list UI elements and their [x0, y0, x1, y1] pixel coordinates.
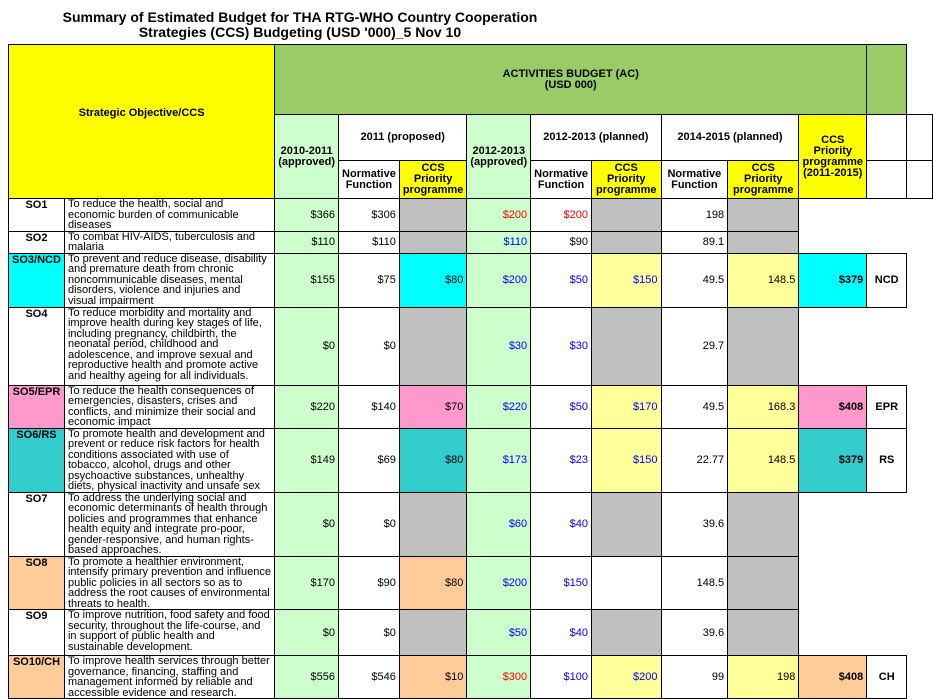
- normative-2012-2013: $150: [531, 556, 592, 610]
- ccs-priority-total: $408: [799, 656, 867, 699]
- ccs-priority-2011: $80: [399, 253, 467, 307]
- normative-2014-2015: 198: [661, 199, 728, 232]
- ccs-code: [867, 556, 907, 610]
- ccs-priority-2012-header: CCS Priority programme: [591, 161, 661, 199]
- ccs-priority-2014-2015: 168.3: [728, 385, 799, 428]
- trailing-blank: [907, 199, 933, 232]
- so-label: SO8: [9, 556, 65, 610]
- trailing-blank: [907, 492, 933, 556]
- ccs-priority-2014-2015: [728, 199, 799, 232]
- normative-2014-2015: 99: [661, 656, 728, 699]
- so-description: To promote a healthier environment, intensify primary prevention and influence public policies in all sectors so as to address the root causes of environmental threats to health.: [64, 556, 274, 610]
- normative-2011: $546: [339, 656, 400, 699]
- so-label: SO6/RS: [9, 428, 65, 492]
- ccs-priority-total-header: CCS Priority programme (2011-2015): [799, 115, 867, 199]
- table-row: [9, 385, 933, 428]
- normative-2011: $90: [339, 556, 400, 610]
- normative-2011: $306: [339, 199, 400, 232]
- normative-2012-2013: $23: [531, 428, 592, 492]
- so-description: To promote health and development and prevent or reduce risk factors for health conditions associated with use of tobacco, alcohol, drugs and other psychoactive substances, unhealthy diets, physical inactivity and unsafe sex: [64, 428, 274, 492]
- normative-2012-2013: $50: [531, 253, 592, 307]
- normative-2012-2013: $40: [531, 610, 592, 656]
- ccs-priority-2012-2013: $200: [591, 656, 661, 699]
- table-row: [9, 656, 933, 699]
- group-2014-2015-header: 2014-2015 (planned): [661, 115, 799, 161]
- normative-2011: $69: [339, 428, 400, 492]
- normative-2012-2013: $30: [531, 307, 592, 385]
- normative-2011: $0: [339, 610, 400, 656]
- budget-2010-2011: $149: [275, 428, 339, 492]
- ccs-priority-2014-2015: 148.5: [728, 428, 799, 492]
- so-label: SO4: [9, 307, 65, 385]
- budget-2012-2013-approved: $50: [467, 610, 531, 656]
- ccs-priority-2011: [399, 610, 467, 656]
- ccs-priority-2012-2013: [591, 492, 661, 556]
- ccs-priority-2012-2013: $150: [591, 428, 661, 492]
- col-2010-2011-header: 2010-2011 (approved): [275, 115, 339, 199]
- col-2012-2013-approved-header: 2012-2013 (approved): [467, 115, 531, 199]
- table-row: [9, 556, 933, 610]
- normative-2011: $110: [339, 231, 400, 253]
- so-description: To address the underlying social and economic determinants of health through policies and programmes that enhance health equity and integrate pro-poor, gender-responsive, and human rights-based approaches.: [64, 492, 274, 556]
- normative-2012-2013: $40: [531, 492, 592, 556]
- normative-2012-2013: $50: [531, 385, 592, 428]
- normative-2012-2013: $90: [531, 231, 592, 253]
- trailing-blank: [907, 610, 933, 656]
- ccs-priority-total: [799, 199, 867, 232]
- so-label: SO5/EPR: [9, 385, 65, 428]
- trailing-blank: [907, 307, 933, 385]
- normative-2014-2015: 49.5: [661, 385, 728, 428]
- budget-2012-2013-approved: $173: [467, 428, 531, 492]
- sheet-title-line2: Strategies (CCS) Budgeting (USD '000)_5 Nov 10: [138, 24, 462, 40]
- budget-2012-2013-approved: $60: [467, 492, 531, 556]
- normative-function-2014-header: Normative Function: [661, 161, 728, 199]
- normative-2014-2015: 39.6: [661, 610, 728, 656]
- ccs-priority-total: [799, 231, 867, 253]
- so-description: To combat HIV-AIDS, tuberculosis and malaria: [64, 231, 274, 253]
- ccs-priority-2011: $80: [399, 428, 467, 492]
- ccs-priority-2012-2013: [591, 307, 661, 385]
- header-blank-cell: [867, 161, 907, 199]
- normative-2011: $140: [339, 385, 400, 428]
- header-blank-cell: [907, 115, 933, 161]
- so-description: To improve health services through better governance, financing, staffing and management informed by reliable and accessible evidence and research.: [64, 656, 274, 699]
- trailing-blank: [907, 556, 933, 610]
- ccs-code: [867, 610, 907, 656]
- so-description: To reduce morbidity and mortality and improve health during key stages of life, including pregnancy, childbirth, the neonatal period, childhood and adolescence, and improve sexual and reproductive health and promote active and healthy ageing for all individuals.: [64, 307, 274, 385]
- normative-2011: $0: [339, 492, 400, 556]
- ccs-priority-2014-2015: [728, 610, 799, 656]
- budget-2012-2013-approved: $300: [467, 656, 531, 699]
- ccs-priority-2012-2013: [591, 199, 661, 232]
- ccs-priority-total: $379: [799, 428, 867, 492]
- ccs-priority-2011: $80: [399, 556, 467, 610]
- header-blank: [907, 45, 933, 115]
- budget-2010-2011: $556: [275, 656, 339, 699]
- activities-budget-header: [275, 45, 867, 115]
- ccs-priority-2014-2015: [728, 492, 799, 556]
- table-row: [9, 307, 933, 385]
- budget-table: [8, 44, 933, 699]
- ccs-priority-2012-2013: $150: [591, 253, 661, 307]
- so-label: SO1: [9, 199, 65, 232]
- ccs-code: [867, 307, 907, 385]
- so-label: SO7: [9, 492, 65, 556]
- ccs-priority-2011: [399, 492, 467, 556]
- header-blank-green: [867, 45, 907, 115]
- normative-2014-2015: 49.5: [661, 253, 728, 307]
- budget-2010-2011: $0: [275, 492, 339, 556]
- header-blank-cell: [867, 115, 907, 161]
- table-row: [9, 231, 933, 253]
- normative-2014-2015: 148.5: [661, 556, 728, 610]
- budget-2010-2011: $220: [275, 385, 339, 428]
- budget-2010-2011: $155: [275, 253, 339, 307]
- budget-2012-2013-approved: $220: [467, 385, 531, 428]
- group-2011-header: 2011 (proposed): [339, 115, 467, 161]
- ccs-priority-2012-2013: [591, 610, 661, 656]
- so-label: SO9: [9, 610, 65, 656]
- budget-2010-2011: $366: [275, 199, 339, 232]
- ccs-priority-2011-header: CCS Priority programme: [399, 161, 467, 199]
- table-row: [9, 199, 933, 232]
- budget-2010-2011: $0: [275, 307, 339, 385]
- budget-2012-2013-approved: $200: [467, 253, 531, 307]
- group-2012-2013-header: 2012-2013 (planned): [531, 115, 661, 161]
- so-label: SO3/NCD: [9, 253, 65, 307]
- ccs-priority-total: [799, 556, 867, 610]
- normative-2014-2015: 89.1: [661, 231, 728, 253]
- so-description: To reduce the health, social and economic burden of communicable diseases: [64, 199, 274, 232]
- trailing-blank: [907, 428, 933, 492]
- budget-2012-2013-approved: $110: [467, 231, 531, 253]
- ccs-priority-total: $379: [799, 253, 867, 307]
- ccs-priority-2011: $10: [399, 656, 467, 699]
- ccs-priority-2014-2015: 148.5: [728, 253, 799, 307]
- so-description: To prevent and reduce disease, disability and premature death from chronic noncommunicable diseases, mental disorders, violence and injuries and visual impairment: [64, 253, 274, 307]
- ccs-priority-total: [799, 610, 867, 656]
- trailing-blank: [907, 656, 933, 699]
- ccs-priority-2014-2015: [728, 556, 799, 610]
- ccs-priority-2011: $70: [399, 385, 467, 428]
- so-label: SO10/CH: [9, 656, 65, 699]
- trailing-blank: [907, 231, 933, 253]
- activities-budget-line2: (USD 000): [544, 78, 597, 91]
- ccs-priority-2011: [399, 307, 467, 385]
- ccs-code: [867, 199, 907, 232]
- ccs-priority-2012-2013: [591, 231, 661, 253]
- budget-2012-2013-approved: $200: [467, 556, 531, 610]
- ccs-code: [867, 231, 907, 253]
- normative-2014-2015: 29.7: [661, 307, 728, 385]
- activities-budget-line1: ACTIVITIES BUDGET (AC): [502, 67, 639, 80]
- ccs-code: CH: [867, 656, 907, 699]
- trailing-blank: [907, 253, 933, 307]
- ccs-priority-2014-2015: [728, 307, 799, 385]
- so-description: To improve nutrition, food safety and food security, throughout the life-course, and in support of public health and sustainable development.: [64, 610, 274, 656]
- sheet-title: [0, 10, 600, 40]
- ccs-code: RS: [867, 428, 907, 492]
- ccs-code: EPR: [867, 385, 907, 428]
- ccs-code: NCD: [867, 253, 907, 307]
- budget-2010-2011: $0: [275, 610, 339, 656]
- normative-2012-2013: $100: [531, 656, 592, 699]
- budget-2012-2013-approved: $200: [467, 199, 531, 232]
- normative-function-2012-header: Normative Function: [531, 161, 592, 199]
- strategic-objective-header: Strategic Objective/CCS: [9, 45, 275, 199]
- ccs-priority-total: [799, 492, 867, 556]
- budget-2010-2011: $170: [275, 556, 339, 610]
- ccs-priority-2014-2015: 198: [728, 656, 799, 699]
- sheet-title-line1: Summary of Estimated Budget for THA RTG-WHO Country Cooperation: [62, 9, 538, 25]
- table-row: [9, 253, 933, 307]
- ccs-priority-2014-header: CCS Priority programme: [728, 161, 799, 199]
- so-label: SO2: [9, 231, 65, 253]
- table-row: [9, 610, 933, 656]
- table-row: [9, 428, 933, 492]
- ccs-priority-2011: [399, 199, 467, 232]
- budget-2012-2013-approved: $30: [467, 307, 531, 385]
- header-blank-cell: [907, 161, 933, 199]
- normative-2012-2013: $200: [531, 199, 592, 232]
- trailing-blank: [907, 385, 933, 428]
- ccs-priority-total: $408: [799, 385, 867, 428]
- normative-2014-2015: 39.6: [661, 492, 728, 556]
- so-description: To reduce the health consequences of emergencies, disasters, crises and conflicts, and minimize their social and economic impact: [64, 385, 274, 428]
- normative-2011: $75: [339, 253, 400, 307]
- ccs-priority-2012-2013: $170: [591, 385, 661, 428]
- ccs-priority-2014-2015: [728, 231, 799, 253]
- budget-2010-2011: $110: [275, 231, 339, 253]
- ccs-priority-2012-2013: [591, 556, 661, 610]
- ccs-priority-total: [799, 307, 867, 385]
- normative-function-2011-header: Normative Function: [339, 161, 400, 199]
- normative-2011: $0: [339, 307, 400, 385]
- ccs-priority-2011: [399, 231, 467, 253]
- normative-2014-2015: 22.77: [661, 428, 728, 492]
- table-row: [9, 492, 933, 556]
- ccs-code: [867, 492, 907, 556]
